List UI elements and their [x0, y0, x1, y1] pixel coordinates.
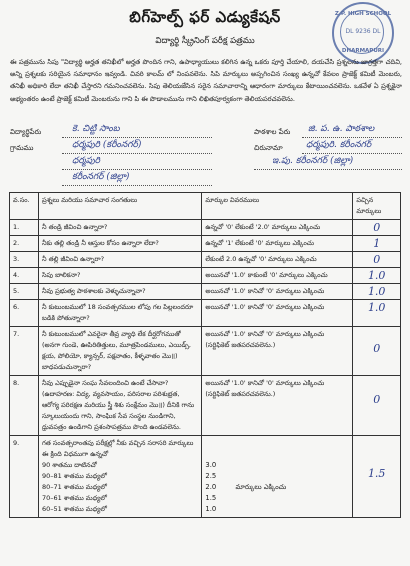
row-marks-cell[interactable]: [353, 284, 401, 300]
address-label: చిరునామా: [254, 144, 283, 152]
row-number: 1.: [10, 220, 39, 236]
row-marks: 1.0: [367, 301, 386, 314]
table-row: [10, 268, 401, 284]
stamp-line-3: DHARMAPURI: [341, 48, 385, 54]
row-question: నీవు ప్రభుత్వ పాఠశాలకు వెళ్ళుచున్నావా?: [38, 284, 201, 300]
line3-right-line: [254, 169, 402, 170]
line4-line: [62, 185, 212, 186]
line3-row: [10, 156, 402, 174]
row-criteria-cell: [202, 436, 353, 518]
row-number: 9.: [10, 436, 39, 518]
range-item: 60–51 శాతము మధ్యలో: [41, 505, 107, 513]
student-name-label: విద్యార్థిపేరు: [10, 128, 42, 136]
row-marks: 1.0: [367, 269, 386, 282]
row-criteria: మార్కులు ఎక్కించు: [235, 483, 287, 491]
row-question: నీ కుటుంబములో ఎవరైనా తీవ్ర వ్యాధి లేక దీర్ఘరోగముతో (అనగా గుండె, ఊపిరితిత్తులు, మూత్రపిండములు, ఎయిడ్స్, క్షయ, పోలియో, క్యాన్సర్, పక్షవాతం, కీళ్ళవాతం మొ॥) బాధపడుచున్నారా?: [38, 327, 201, 376]
row-marks-cell[interactable]: [353, 327, 401, 376]
row-marks-cell[interactable]: [353, 252, 401, 268]
row-question: నీకు తల్లి తండ్రి నీ ఆస్తుల కోసం ఉన్నారా లేదా?: [38, 236, 201, 252]
table-row: [10, 220, 401, 236]
row-question: గత సంవత్సరాంతపు పరీక్షల్లో నీకు వచ్చిన సరాసరి మార్కులు ఈ క్రింది విధముగా ఉన్నచో: [41, 439, 194, 458]
range-item: 90 శాతము దాటినచో: [41, 461, 97, 469]
row-criteria: అయినచో '1.0' కానిచో '0' మార్కులు ఎక్కించు: [202, 284, 353, 300]
row-marks: 0: [373, 393, 381, 406]
school-name-line: [302, 137, 402, 138]
row-criteria: అయినచో '1.0' కానిచో '0' మార్కులు ఎక్కించు (సర్టిఫికెట్ జతపరచవలెను.): [202, 327, 353, 376]
row-number: 2.: [10, 236, 39, 252]
row-question: నీ తల్లి జీవించి ఉన్నారా?: [38, 252, 201, 268]
points-item: 3.0: [205, 461, 217, 469]
row-marks-cell[interactable]: [353, 436, 401, 518]
range-item: 80–71 శాతము మధ్యలో: [41, 483, 107, 491]
line4-value[interactable]: కరీంనగర్ (జిల్లా): [72, 172, 130, 182]
student-name-value[interactable]: కె. చిట్టి సాంబ: [72, 124, 120, 134]
row-criteria: లేకుంటే 2.0 ఉన్నచో '0' మార్కులు ఎక్కించు: [202, 252, 353, 268]
screening-table: [9, 192, 401, 518]
row-criteria: ఉన్నచో '1' లేకుంటే '0' మార్కులు ఎక్కించు: [202, 236, 353, 252]
row-question: నీవు ఎప్పుడైనా సంఘ సేవలందించి ఉంటే చేసావా? (ఉదాహరణ: విద్య, వ్యవసాయం, పరిసరాల పరిశుభ్రత, ఆరోగ్య పరిరక్షణ మరియు స్త్రీ శిశు సంక్షేమం మొ॥) దీనికి గాను స్కూలుయందు గాని, సాంఘిక సేవ సంస్థల నుండిగాని, ధ్రువపత్రం ఉండిగాని ప్రశంసాపత్రము పొంది ఉండవలెను.: [38, 376, 201, 436]
row-criteria: అయినచో '1.0' కానిచో '0' మార్కులు ఎక్కించు (సర్టిఫికెట్ జతపరచవలెను.): [202, 376, 353, 436]
address-line: [302, 153, 402, 154]
row-number: 3.: [10, 252, 39, 268]
form-subtitle: విద్యార్థి స్క్రీనింగ్ పరీక్ష పత్రము: [155, 36, 255, 46]
row-number: 7.: [10, 327, 39, 376]
row-marks: 0: [373, 253, 381, 266]
table-row: [10, 236, 401, 252]
points-item: 1.0: [205, 505, 217, 513]
row-marks: 1.0: [367, 285, 386, 298]
row-marks: 0: [373, 221, 381, 234]
table-row: [10, 436, 401, 518]
row-number: 4.: [10, 268, 39, 284]
row-question: నీ తండ్రి జీవించి ఉన్నారా?: [38, 220, 201, 236]
table-row: [10, 284, 401, 300]
range-item: 90–81 శాతము మధ్యలో: [41, 472, 107, 480]
row-question: నీ కుటుంబములో 18 సంవత్సరముల లోపు గల పిల్లలందరూ బడికి పోతున్నారా?: [38, 300, 201, 327]
table-row: [10, 327, 401, 376]
col-header-criteria: మార్కుల వివరములు: [202, 193, 353, 220]
table-row: [10, 300, 401, 327]
row-marks: 0: [373, 342, 381, 355]
col-header-no: వ.సం.: [10, 193, 39, 220]
line3-left-value[interactable]: ధర్మపురి: [72, 156, 101, 166]
col-header-marks: పచ్చిన మార్కులు: [353, 193, 401, 220]
row-question-cell: [38, 436, 201, 518]
school-name-label: పాఠశాల పేరు: [254, 128, 291, 136]
stamp-line-1: Z.P. HIGH SCHOOL: [334, 11, 392, 17]
table-row: [10, 252, 401, 268]
row-criteria: అయినచో '1.0' కాకుంటే '0' మార్కులు ఎక్కించు: [202, 268, 353, 284]
stamp-line-2: DL 9236 DL: [345, 28, 381, 35]
row-marks: 1: [373, 237, 381, 250]
points-item: 2.5: [205, 472, 217, 480]
table-row: [10, 376, 401, 436]
student-name-line: [62, 137, 212, 138]
row-criteria: ఉన్నచో '0' లేకుంటే '2.0' మార్కులు ఎక్కించు: [202, 220, 353, 236]
instructions-paragraph: ఈ పత్రమును సిపు "విద్యార్థి అర్హత తనిఖీలో అర్హత పొందిన గాని, ఉపాధ్యాయులు కలిగిన ఉన్న ఒకరు పూర్తి చేయాలి, దయచేసి ప్రశ్నలను జాగ్రత్తగా చదివి, అన్ని ప్రశ్నలకు సరియైన సమాధానం ఇవ్వండి. చివరి కాలమ్ లో నింపవలెను. సిపి మార్కులు అప్పగించిన సంఖ్య ఉన్నచో కేవలం ప్రాజెక్ట్ కమిటీ మెంబరు, తనిఖీ అధికారి లేదా తనిఖీ చేస్తారని గమనించవలెను. సిపు తెలియజేసిన సరైన సమాచారాన్ని ఆధారంగా మార్కులు కేటాయించవలెను. ఒకవేళ ఏ ప్రశ్నకైనా అభ్యంతరం ఉంటే ప్రాజెక్ట్ కమిటీ మెంబరును గాని పి ఈ పొడాలమును గాని లిఖితపూర్వకంగా తెలియపరచవలెను.: [10, 58, 402, 103]
points-item: 1.5: [205, 494, 217, 502]
school-name-value[interactable]: జి. ప. ఉ. పాఠశాల: [308, 124, 375, 134]
row-marks-cell[interactable]: [353, 268, 401, 284]
line3-right-value[interactable]: ఇ.పు. కరీంనగర్ (జిల్లా): [272, 156, 354, 166]
school-stamp: [332, 2, 394, 64]
village-value[interactable]: ధర్మపురి (కరీంనగర్): [72, 140, 142, 150]
row-number: 6.: [10, 300, 39, 327]
row-marks-cell[interactable]: [353, 376, 401, 436]
line4-row: [10, 172, 402, 190]
village-label: గ్రామము: [10, 144, 34, 152]
points-item: 2.0: [205, 483, 217, 491]
row-marks-cell[interactable]: [353, 220, 401, 236]
row-marks-cell[interactable]: [353, 236, 401, 252]
row-marks: 1.5: [367, 467, 386, 480]
row-marks-cell[interactable]: [353, 300, 401, 327]
address-value[interactable]: ధర్మపురి. కరీంనగర్: [306, 140, 372, 150]
range-item: 70–61 శాతము మధ్యలో: [41, 494, 107, 502]
village-line: [62, 153, 212, 154]
row-criteria: అయినచో '1.0' కానిచో '0' మార్కులు ఎక్కించు: [202, 300, 353, 327]
table-header-row: [10, 193, 401, 220]
line3-left-line: [62, 169, 212, 170]
row-number: 5.: [10, 284, 39, 300]
row-number: 8.: [10, 376, 39, 436]
form-title: బిగ్‌హెల్ప్ ఫర్ ఎడ్యుకేషన్: [129, 8, 281, 26]
row-question: సిపు బాలికనా?: [38, 268, 201, 284]
col-header-question: ప్రశ్నలు మరియు సమాచార సంగతులు: [38, 193, 201, 220]
